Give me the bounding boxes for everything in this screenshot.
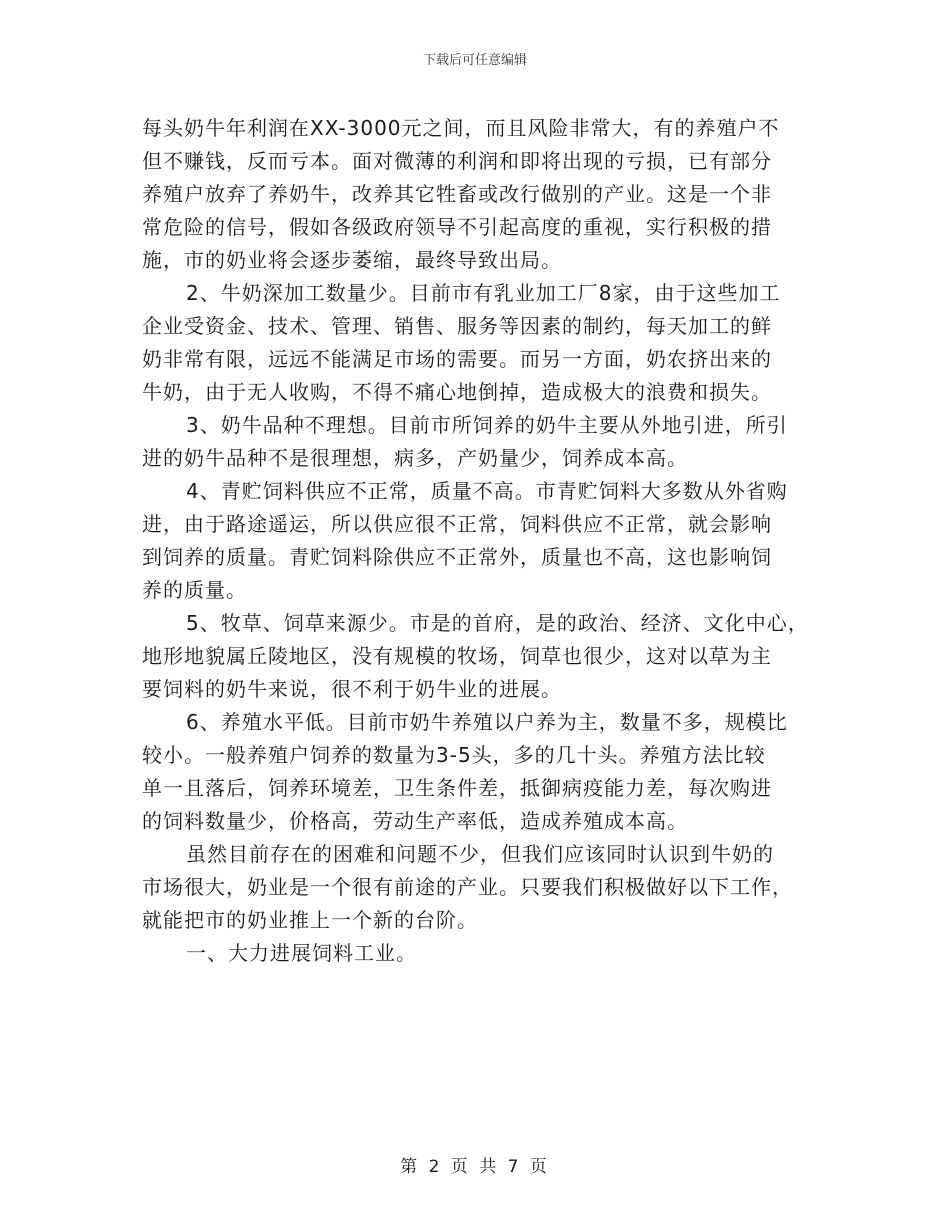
text-line: 要饲料的奶牛来说，很不利于奶牛业的进展。 [142, 677, 562, 701]
text-line: 地形地貌属丘陵地区，没有规模的牧场，饲草也很少，这对以草为主 [142, 644, 772, 668]
text-line: 养的质量。 [142, 578, 247, 602]
page-number: 第 2 页 共 7 页 [400, 1157, 550, 1177]
paragraph-start-line: 4、青贮饲料供应不正常，质量不高。市青贮饲料大多数从外省购 [186, 479, 788, 503]
document-body [142, 112, 830, 970]
text-line: 企业受资金、技术、管理、销售、服务等因素的制约，每天加工的鲜 [142, 314, 772, 338]
text-line: 进，由于路途遥运，所以供应很不正常，饲料供应不正常，就会影响 [142, 512, 772, 536]
text-line: 奶非常有限，远远不能满足市场的需要。而另一方面，奶农挤出来的 [142, 347, 772, 371]
paragraph-start-line: 3、奶牛品种不理想。目前市所饲养的奶牛主要从外地引进，所引 [186, 413, 788, 437]
paragraph-start-line: 2、牛奶深加工数量少。目前市有乳业加工厂8家，由于这些加工 [186, 281, 781, 305]
text-line: 每头奶牛年利润在XX-3000元之间，而且风险非常大，有的养殖户不 [142, 116, 780, 140]
section-heading: 一、大力进展饲料工业。 [186, 941, 417, 965]
text-line: 较小。一般养殖户饲养的数量为3-5头，多的几十头。养殖方法比较 [142, 743, 766, 767]
text-line: 就能把市的奶业推上一个新的台阶。 [142, 908, 478, 932]
text-line: 养殖户放弃了养奶牛，改养其它牲畜或改行做别的产业。这是一个非 [142, 182, 772, 206]
paragraph-start-line: 虽然目前存在的困难和问题不少，但我们应该同时认识到牛奶的 [186, 842, 774, 866]
text-line: 牛奶，由于无人收购，不得不痛心地倒掉，造成极大的浪费和损失。 [142, 380, 772, 404]
text-line: 的饲料数量少，价格高，劳动生产率低，造成养殖成本高。 [142, 809, 688, 833]
text-line: 常危险的信号，假如各级政府领导不引起高度的重视，实行积极的措 [142, 215, 772, 239]
text-line: 到饲养的质量。青贮饲料除供应不正常外，质量也不高，这也影响饲 [142, 545, 772, 569]
text-line: 市场很大，奶业是一个很有前途的产业。只要我们积极做好以下工作， [142, 875, 793, 899]
text-line: 进的奶牛品种不是很理想，病多，产奶量少，饲养成本高。 [142, 446, 688, 470]
text-line: 但不赚钱，反而亏本。面对微薄的利润和即将出现的亏损，已有部分 [142, 149, 772, 173]
text-line: 施，市的奶业将会逐步萎缩，最终导致出局。 [142, 248, 562, 272]
text-line: 单一且落后，饲养环境差，卫生条件差，抵御病疫能力差，每次购进 [142, 776, 772, 800]
page-header-note: 下载后可任意编辑 [422, 53, 527, 68]
paragraph-start-line: 6、养殖水平低。目前市奶牛养殖以户养为主，数量不多，规模比 [186, 710, 788, 734]
paragraph-start-line: 5、牧草、饲草来源少。市是的首府，是的政治、经济、文化中心， [186, 611, 809, 635]
